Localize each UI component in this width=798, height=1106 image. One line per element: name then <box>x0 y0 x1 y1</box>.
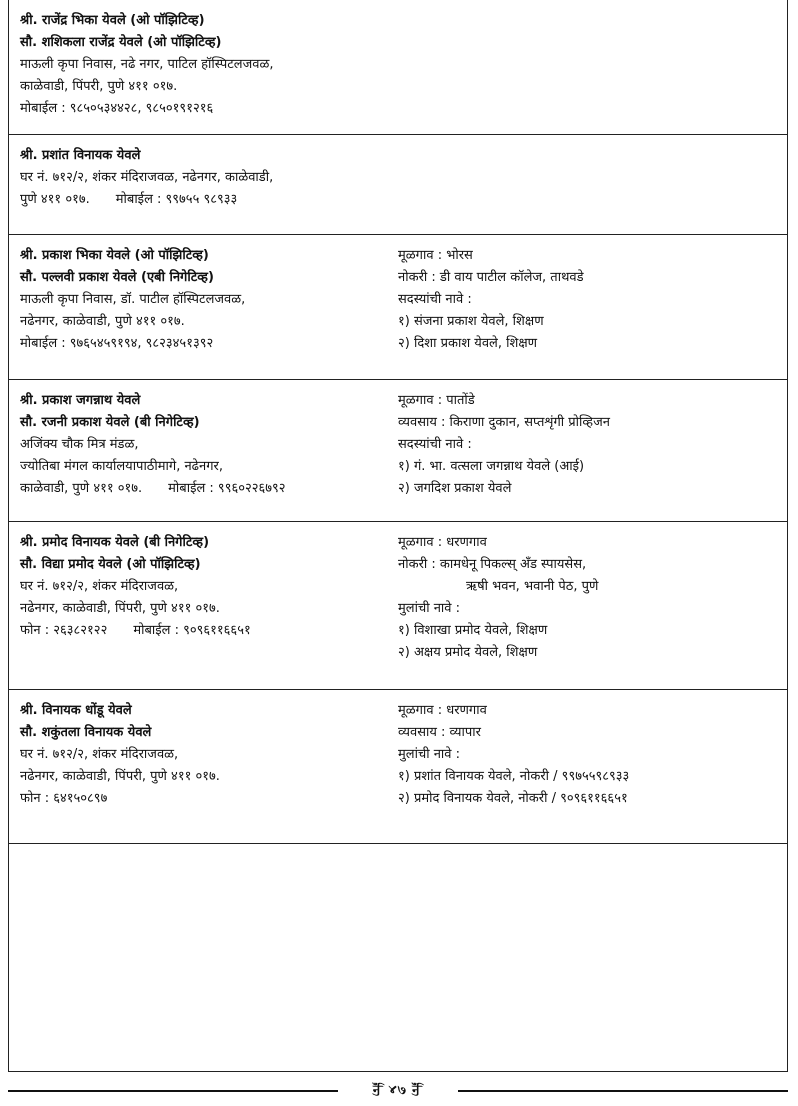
line-text: व्यवसाय : किराणा दुकान, सप्तशृंगी प्रोव्हिजन <box>398 415 610 430</box>
line-text: सदस्यांची नावे : <box>398 292 472 307</box>
line-text: नढेनगर, काळेवाडी, पुणे ४११ ०१७. <box>20 314 185 329</box>
line-text: सौ. शशिकला राजेंद्र येवले (ओ पॉझिटिव्ह) <box>20 35 222 50</box>
member-name-line <box>20 412 390 434</box>
line-text: १) प्रशांत विनायक येवले, नोकरी / ९९७५५९८९३३ <box>398 769 630 784</box>
line-text: १) विशाखा प्रमोद येवले, शिक्षण <box>398 623 548 638</box>
detail-line <box>20 576 390 598</box>
line-text: काळेवाडी, पुणे ४११ ०१७. <box>20 481 143 496</box>
line-text: घर नं. ७१२/२, शंकर मंदिराजवळ, नढेनगर, काळेवाडी, <box>20 170 274 185</box>
member-name-line <box>20 554 390 576</box>
detail-line <box>20 76 390 98</box>
line-text: २) अक्षय प्रमोद येवले, शिक्षण <box>398 645 538 660</box>
line-text: श्री. विनायक धोंडू येवले <box>20 703 132 718</box>
entry-5-details <box>398 532 783 664</box>
line-text: श्री. प्रशांत विनायक येवले <box>20 148 141 163</box>
detail-line <box>20 620 390 642</box>
line-text: फोन : ६४१५०८९७ <box>20 791 108 806</box>
detail-line <box>20 289 390 311</box>
footer-rule-left <box>8 1090 338 1092</box>
detail-line <box>398 289 783 311</box>
line-text: २) जगदिश प्रकाश येवले <box>398 481 512 496</box>
line-text: मूळगाव : धरणगाव <box>398 535 487 550</box>
line-text: व्यवसाय : व्यापार <box>398 725 481 740</box>
line-text: सौ. पल्लवी प्रकाश येवले (एबी निगेटिव्ह) <box>20 270 214 285</box>
detail-line <box>398 642 783 664</box>
line-text: नोकरी : कामधेनू पिकल्स् अँड स्पायसेस, <box>398 557 587 572</box>
detail-line <box>398 700 783 722</box>
footer-rule-right <box>458 1090 788 1092</box>
line-text: श्री. राजेंद्र भिका येवले (ओ पॉझिटिव्ह) <box>20 13 205 28</box>
entry-3-details <box>398 245 783 355</box>
line-text: मुलांची नावे : <box>398 747 461 762</box>
line-text: २) प्रमोद विनायक येवले, नोकरी / ९०९६११६६५१ <box>398 791 628 806</box>
detail-line <box>398 311 783 333</box>
line-text: घर नं. ७१२/२, शंकर मंदिराजवळ, <box>20 747 179 762</box>
entry-6-details <box>398 700 783 810</box>
line-text: नढेनगर, काळेवाडी, पिंपरी, पुणे ४११ ०१७. <box>20 769 220 784</box>
line-text: ऋषी भवन, भवानी पेठ, पुणे <box>466 579 599 594</box>
detail-line <box>398 456 783 478</box>
detail-line <box>398 554 783 576</box>
entry-5-contact <box>20 532 390 642</box>
line-text: मोबाईल : ९८५०५३४४२८, ९८५०१९१२१६ <box>20 101 214 116</box>
entry-5 <box>9 522 787 690</box>
entry-2-contact <box>20 145 390 211</box>
line-text: श्री. प्रमोद विनायक येवले (बी निगेटिव्ह) <box>20 535 210 550</box>
line-text: मूळगाव : पातोंडे <box>398 393 475 408</box>
member-name-line <box>20 532 390 554</box>
entry-3-contact <box>20 245 390 355</box>
detail-line <box>398 412 783 434</box>
member-name-line <box>20 267 390 289</box>
line-text: ज्योतिबा मंगल कार्यालयापाठीमागे, नढेनगर, <box>20 459 223 474</box>
member-name-line <box>20 10 390 32</box>
page-footer <box>8 1080 788 1102</box>
entry-4-contact <box>20 390 390 500</box>
line-text: श्री. प्रकाश जगन्नाथ येवले <box>20 393 141 408</box>
line-text: फोन : २६३८२१२२ <box>20 623 108 638</box>
mobile-number: मोबाईल : ९०९६११६६५१ <box>133 623 251 638</box>
detail-line <box>398 620 783 642</box>
entry-4-details <box>398 390 783 500</box>
line-text: सदस्यांची नावे : <box>398 437 472 452</box>
member-name-line <box>20 700 390 722</box>
detail-line <box>398 333 783 355</box>
detail-line <box>398 532 783 554</box>
line-text: माऊली कृपा निवास, नढे नगर, पाटिल हॉस्पिटलजवळ, <box>20 57 274 72</box>
entry-1 <box>9 0 787 135</box>
line-text: माऊली कृपा निवास, डॉ. पाटील हॉस्पिटलजवळ, <box>20 292 246 307</box>
detail-line <box>20 478 390 500</box>
detail-line <box>20 598 390 620</box>
mobile-number: मोबाईल : ९९६०२२६७९२ <box>168 481 286 496</box>
member-name-line <box>20 145 390 167</box>
line-text: मूळगाव : भोरस <box>398 248 473 263</box>
detail-line <box>20 788 390 810</box>
directory-frame <box>8 0 788 1072</box>
empty-entry <box>9 844 787 1072</box>
line-text: सौ. शकुंतला विनायक येवले <box>20 725 152 740</box>
line-text: मूळगाव : धरणगाव <box>398 703 487 718</box>
member-name-line <box>20 32 390 54</box>
detail-line <box>20 167 390 189</box>
detail-line <box>20 189 390 211</box>
member-name-line <box>20 722 390 744</box>
line-text: श्री. प्रकाश भिका येवले (ओ पॉझिटिव्ह) <box>20 248 209 263</box>
member-name-line <box>20 390 390 412</box>
line-text: १) गं. भा. वत्सला जगन्नाथ येवले (आई) <box>398 459 585 474</box>
entry-6 <box>9 690 787 844</box>
detail-line <box>20 311 390 333</box>
detail-line <box>20 766 390 788</box>
detail-line <box>398 788 783 810</box>
detail-line <box>398 766 783 788</box>
page-number: ꣽ ४७ ꣽ <box>372 1083 424 1098</box>
line-text: मोबाईल : ९७६५४५९१९४, ९८२३४५१३९२ <box>20 336 214 351</box>
detail-line <box>20 456 390 478</box>
line-text: नोकरी : डी वाय पाटील कॉलेज, ताथवडे <box>398 270 584 285</box>
line-text: २) दिशा प्रकाश येवले, शिक्षण <box>398 336 538 351</box>
detail-line <box>398 576 783 598</box>
entry-2 <box>9 135 787 235</box>
entry-1-contact <box>20 10 390 120</box>
detail-line <box>398 478 783 500</box>
member-name-line <box>20 245 390 267</box>
detail-line <box>20 98 390 120</box>
detail-line <box>20 333 390 355</box>
line-text: सौ. रजनी प्रकाश येवले (बी निगेटिव्ह) <box>20 415 200 430</box>
entry-4 <box>9 380 787 522</box>
line-text: काळेवाडी, पिंपरी, पुणे ४११ ०१७. <box>20 79 178 94</box>
detail-line <box>398 598 783 620</box>
detail-line <box>20 54 390 76</box>
detail-line <box>398 744 783 766</box>
detail-line <box>398 434 783 456</box>
line-text: १) संजना प्रकाश येवले, शिक्षण <box>398 314 544 329</box>
line-text: पुणे ४११ ०१७. <box>20 192 90 207</box>
detail-line <box>398 267 783 289</box>
line-text: सौ. विद्या प्रमोद येवले (ओ पॉझिटिव्ह) <box>20 557 201 572</box>
line-text: घर नं. ७१२/२, शंकर मंदिराजवळ, <box>20 579 179 594</box>
line-text: अजिंक्य चौक मित्र मंडळ, <box>20 437 139 452</box>
detail-line <box>398 245 783 267</box>
entry-6-contact <box>20 700 390 810</box>
line-text: नढेनगर, काळेवाडी, पिंपरी, पुणे ४११ ०१७. <box>20 601 220 616</box>
line-text: मुलांची नावे : <box>398 601 461 616</box>
detail-line <box>20 744 390 766</box>
mobile-number: मोबाईल : ९९७५५ ९८९३३ <box>115 192 238 207</box>
detail-line <box>20 434 390 456</box>
detail-line <box>398 390 783 412</box>
entry-3 <box>9 235 787 380</box>
detail-line <box>398 722 783 744</box>
